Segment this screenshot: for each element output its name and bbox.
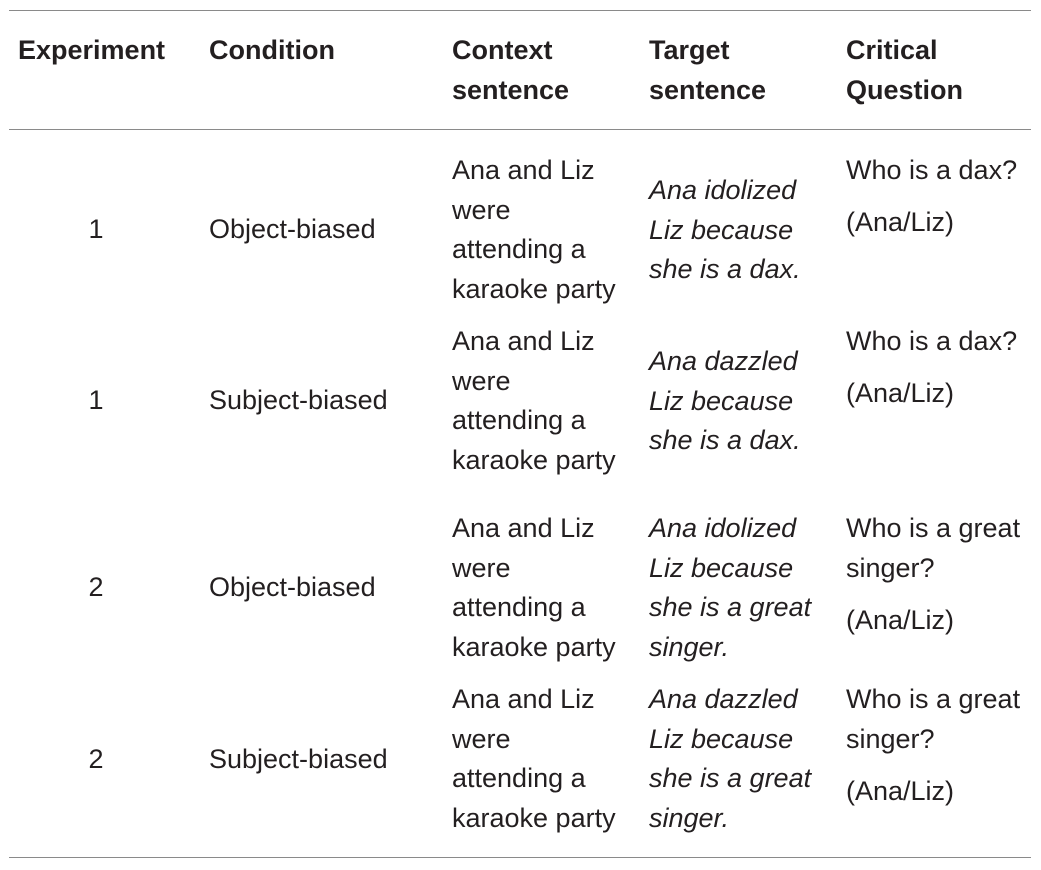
cell-condition: Object-biased <box>209 214 376 244</box>
cell-answer-options: (Ana/Liz) <box>846 776 955 806</box>
table-header-rule <box>9 129 1031 130</box>
cell-question: Who is a great singer? <box>846 513 1021 583</box>
cell-condition: Subject-biased <box>209 744 388 774</box>
cell-target: Ana dazzled Liz because she is a great singer. <box>649 684 812 833</box>
header-target-sentence: Target sentence <box>649 35 767 105</box>
cell-target: Ana idolized Liz because she is a dax. <box>649 175 801 284</box>
cell-question: Who is a dax? <box>846 326 1018 356</box>
cell-answer-options: (Ana/Liz) <box>846 207 955 237</box>
header-experiment: Experiment <box>18 35 166 65</box>
header-condition: Condition <box>209 35 335 65</box>
cell-target: Ana idolized Liz because she is a great singer. <box>649 513 812 662</box>
cell-question: Who is a great singer? <box>846 684 1021 754</box>
cell-question: Who is a dax? <box>846 155 1018 185</box>
cell-experiment: 1 <box>88 214 104 244</box>
cell-context: Ana and Liz were attending a karaoke party <box>452 155 616 304</box>
header-context-sentence: Context sentence <box>452 35 570 105</box>
cell-condition: Object-biased <box>209 572 376 602</box>
cell-answer-options: (Ana/Liz) <box>846 605 955 635</box>
header-critical-question: Critical Question <box>846 35 964 105</box>
table-top-rule <box>9 10 1031 11</box>
cell-context: Ana and Liz were attending a karaoke party <box>452 326 616 475</box>
cell-condition: Subject-biased <box>209 385 388 415</box>
cell-experiment: 2 <box>88 572 104 602</box>
cell-context: Ana and Liz were attending a karaoke party <box>452 513 616 662</box>
cell-experiment: 1 <box>88 385 104 415</box>
cell-answer-options: (Ana/Liz) <box>846 378 955 408</box>
table-bottom-rule <box>9 857 1031 858</box>
cell-experiment: 2 <box>88 744 104 774</box>
cell-context: Ana and Liz were attending a karaoke party <box>452 684 616 833</box>
cell-target: Ana dazzled Liz because she is a dax. <box>649 346 801 455</box>
